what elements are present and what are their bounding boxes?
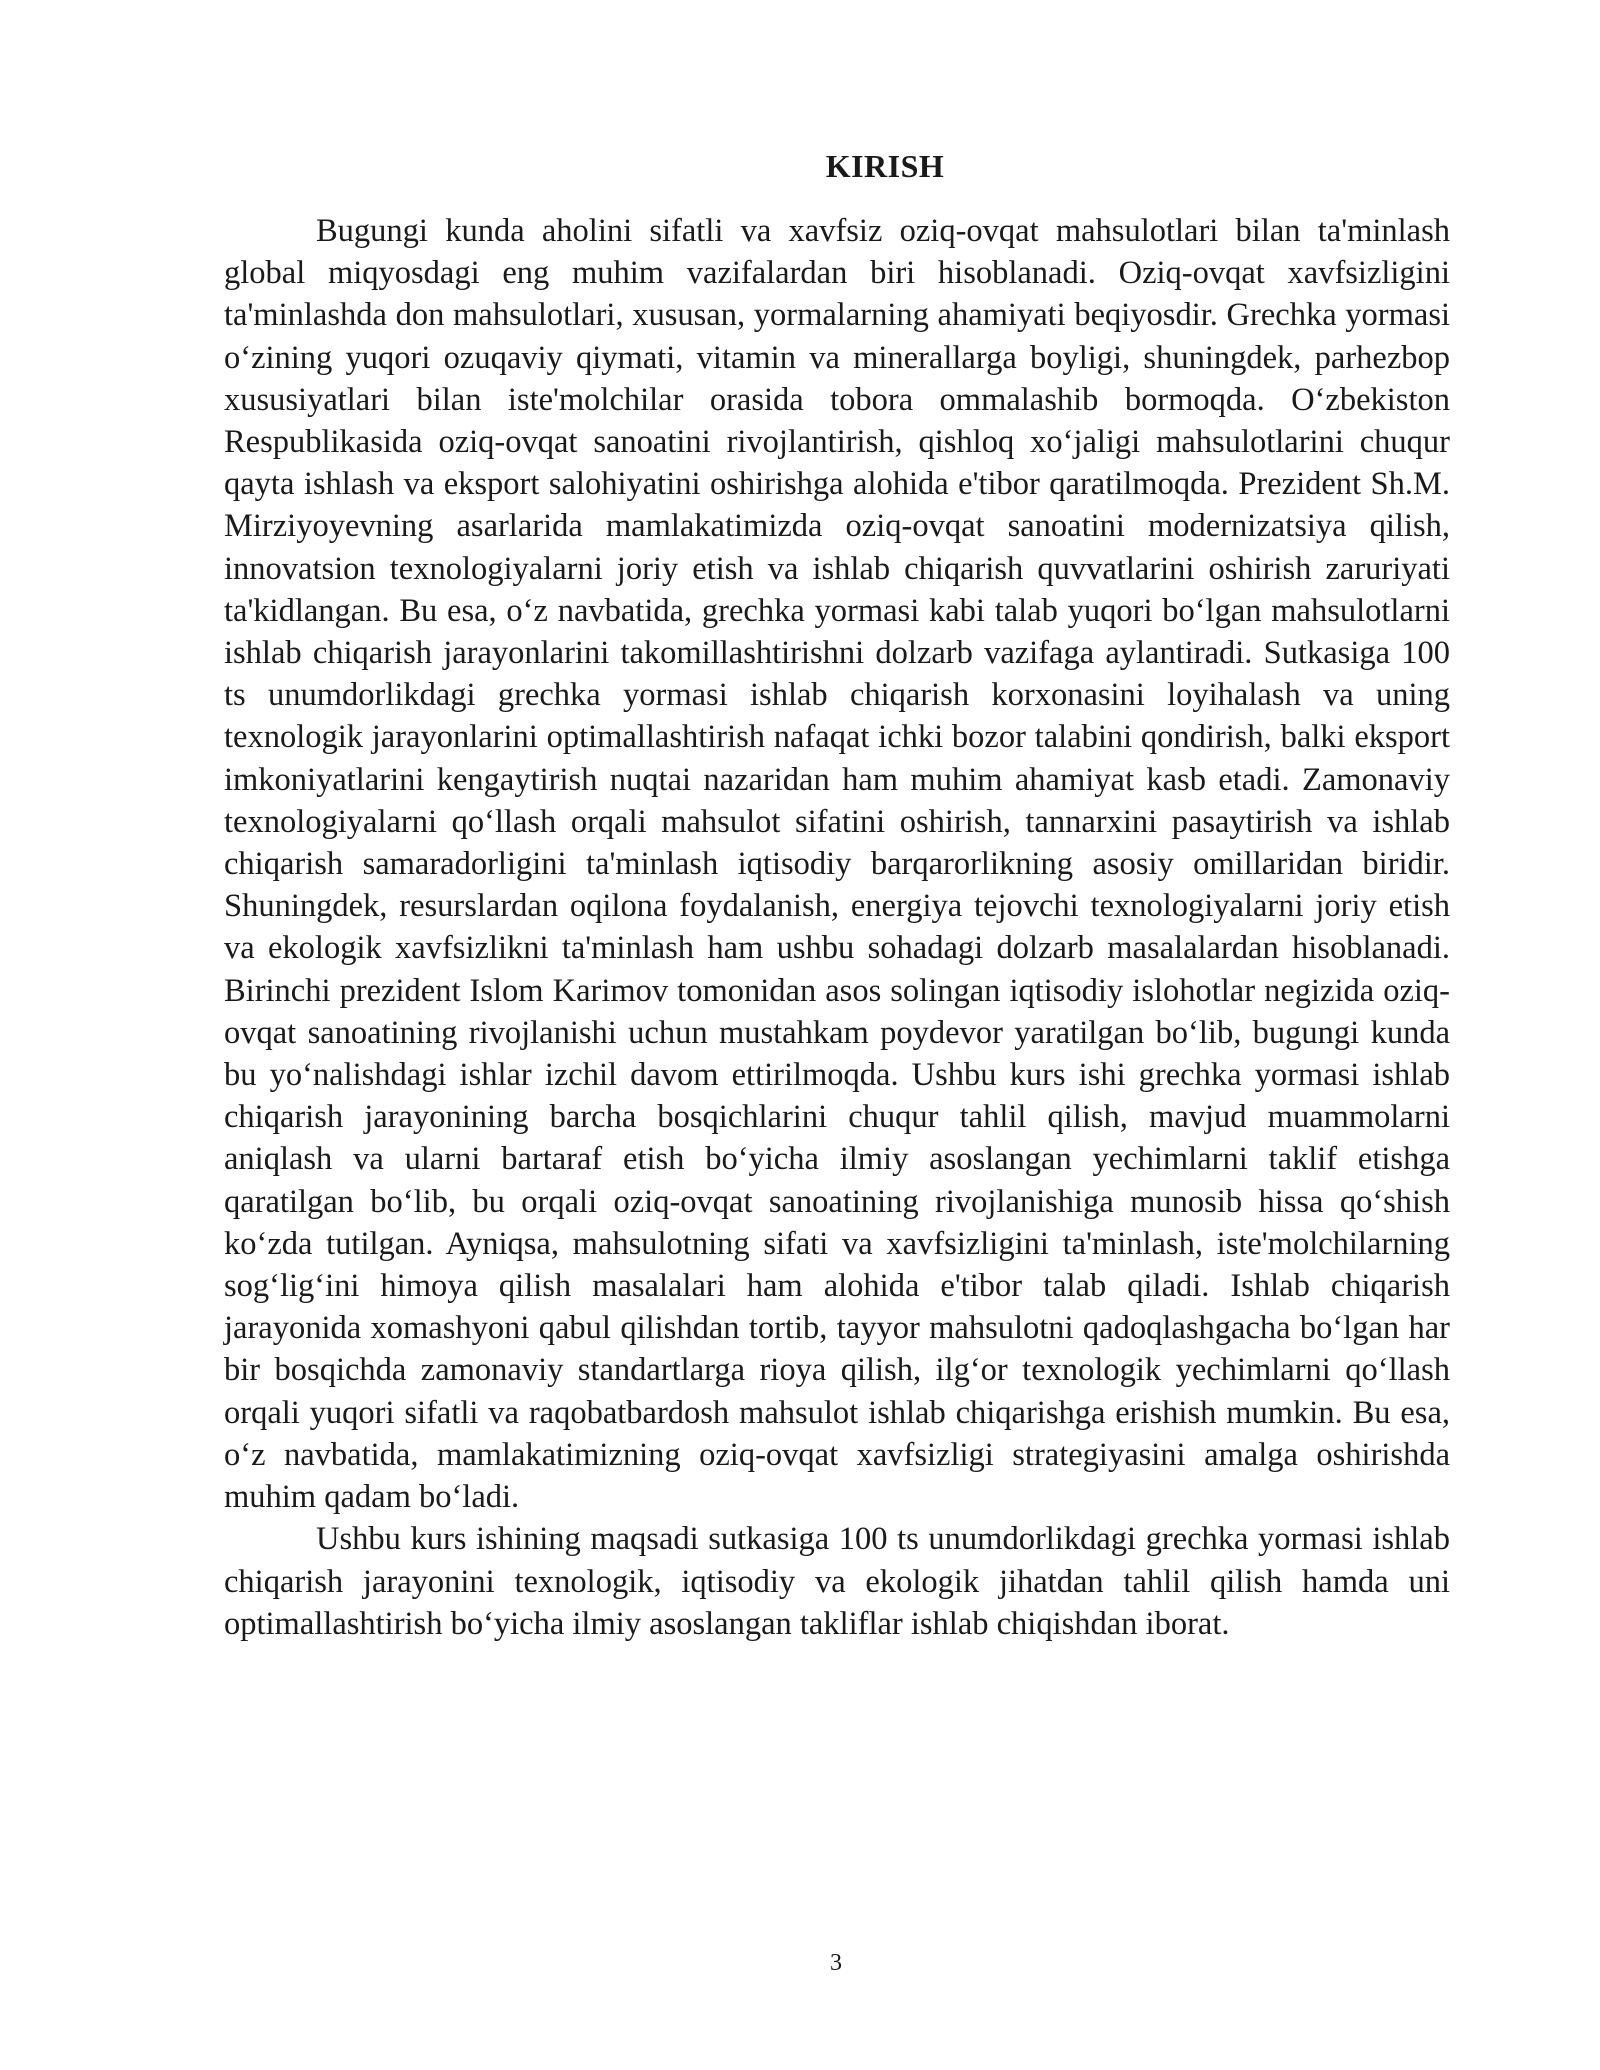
section-heading: KIRISH: [825, 148, 945, 184]
paragraph-introduction: Bugungi kunda aholini sifatli va xavfsiz oziq-ovqat mahsulotlari bilan ta'minlash global miqyosdagi eng muhim vazifalardan biri hisoblanadi. Oziq-ovqat xavfsizligini ta'minlashda don mahsulotlari, xususan, yormalarning ahamiyati beqiyosdir. Grechka yormasi o‘zining yuqori ozuqaviy qiymati, vitamin va minerallarga boyligi, shuningdek, parhezbop xususiyatlari bilan iste'molchilar orasida tobora ommalashib bormoqda. O‘zbekiston Respublikasida oziq-ovqat sanoatini rivojlantirish, qishloq xo‘jaligi mahsulotlarini chuqur qayta ishlash va eksport salohiyatini oshirishga alohida e'tibor qaratilmoqda. Prezident Sh.M. Mirziyoyevning asarlarida mamlakatimizda oziq-ovqat sanoatini modernizatsiya qilish, innovatsion texnologiyalarni joriy etish va ishlab chiqarish quvvatlarini oshirish zaruriyati ta'kidlangan. Bu esa, o‘z navbatida, grechka yormasi kabi talab yuqori bo‘lgan mahsulotlarni ishlab chiqarish jarayonlarini takomillashtirishni dolzarb vazifaga aylantiradi. Sutkasiga 100 ts unumdorlikdagi grechka yormasi ishlab chiqarish korxonasini loyihalash va uning texnologik jarayonlarini optimallashtirish nafaqat ichki bozor talabini qondirish, balki eksport imkoniyatlarini kengaytirish nuqtai nazaridan ham muhim ahamiyat kasb etadi. Zamonaviy texnologiyalarni qo‘llash orqali mahsulot sifatini oshirish, tannarxini pasaytirish va ishlab chiqarish samaradorligini ta'minlash iqtisodiy barqarorlikning asosiy omillaridan biridir. Shuningdek, resurslardan oqilona foydalanish, energiya tejovchi texnologiyalarni joriy etish va ekologik xavfsizlikni ta'minlash ham ushbu sohadagi dolzarb masalalardan hisoblanadi. Birinchi prezident Islom Karimov tomonidan asos solingan iqtisodiy islohotlar negizida oziq-ovqat sanoatining rivojlanishi uchun mustahkam poydevor yaratilgan bo‘lib, bugungi kunda bu yo‘nalishdagi ishlar izchil davom ettirilmoqda. Ushbu kurs ishi grechka yormasi ishlab chiqarish jarayonining barcha bosqichlarini chuqur tahlil qilish, mavjud muammolarni aniqlash va ularni bartaraf etish bo‘yicha ilmiy asoslangan yechimlarni taklif etishga qaratilgan bo‘lib, bu orqali oziq-ovqat sanoatining rivojlanishiga munosib hissa qo‘shish ko‘zda tutilgan. Ayniqsa, mahsulotning sifati va xavfsizligini ta'minlash, iste'molchilarning sog‘lig‘ini himoya qilish masalalari ham alohida e'tibor talab qiladi. Ishlab chiqarish jarayonida xomashyoni qabul qilishdan tortib, tayyor mahsulotni qadoqlashgacha bo‘lgan har bir bosqichda zamonaviy standartlarga rioya qilish, ilg‘or texnologik yechimlarni qo‘llash orqali yuqori sifatli va raqobatbardosh mahsulot ishlab chiqarishga erishish mumkin. Bu esa, o‘z navbatida, mamlakatimizning oziq-ovqat xavfsizligi strategiyasini amalga oshirishda muhim qadam bo‘ladi.: [224, 213, 1450, 1516]
paragraph-goal: Ushbu kurs ishining maqsadi sutkasiga 100 ts unumdorlikdagi grechka yormasi ishlab chiqarish jarayonini texnologik, iqtisodiy va ekologik jihatdan tahlil qilish hamda uni optimallashtirish bo‘yicha ilmiy asoslangan takliflar ishlab chiqishdan iborat.: [224, 1521, 1450, 1642]
page-number: 3: [830, 1950, 842, 1976]
body-text: [224, 210, 1450, 1645]
